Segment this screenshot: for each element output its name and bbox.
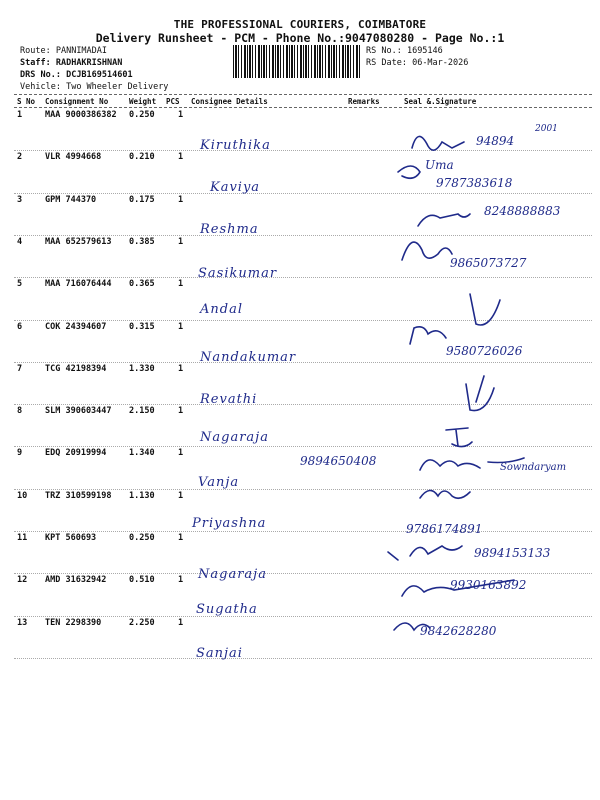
seal-phone-number: 9894153133 [474,546,551,560]
signature-5 [470,294,500,325]
cell-pcs: 1 [178,279,184,290]
seal-phone-number: 9865073727 [450,256,527,270]
staff-label: Staff: [20,58,51,68]
col-sno: S No [17,97,36,106]
cell-consignment: MAA 652579613 [45,236,112,247]
consignee-handwritten-name: Andal [200,302,243,317]
signature-9 [420,458,524,470]
cell-weight: 2.150 [129,406,155,417]
runsheet-subtitle: Delivery Runsheet - PCM - Phone No.:9047080280 - Page No.:1 [95,31,505,45]
cell-pcs: 1 [178,575,184,586]
cell-weight: 1.340 [129,448,155,459]
signature-6 [410,327,446,344]
cell-sno: 4 [17,236,23,247]
cell-weight: 1.130 [129,490,155,501]
signature-1 [412,136,464,150]
drs-label: DRS No.: [20,70,61,80]
col-consignee: Consignee Details [191,97,268,106]
consignee-handwritten-name: Nandakumar [200,350,297,365]
cell-weight: 1.330 [129,363,155,374]
cell-consignment: TRZ 310599198 [45,490,112,501]
cell-consignment: MAA 9000386382 [45,110,117,120]
cell-consignment: KPT 560693 [45,533,97,543]
row1-year-note: 2001 [535,124,558,134]
consignee-handwritten-name: Priyashna [192,516,267,531]
signature-7 [466,376,494,411]
seal-phone-number: 9786174891 [406,522,483,536]
consignee-handwritten-name: Kiruthika [200,138,271,153]
cell-consignment: COK 24394607 [45,321,107,332]
cell-sno: 12 [17,575,28,586]
col-weight: Weight [129,97,157,106]
cell-weight: 0.250 [129,110,155,120]
col-seal-signature: Seal &.Signature [404,97,477,106]
consignee-handwritten-name: Revathi [200,392,258,407]
cell-consignment: TCG 42198394 [45,363,107,374]
cell-pcs: 1 [178,448,184,459]
seal-phone-number: 9842628280 [420,624,497,638]
cell-consignment: SLM 390603447 [45,406,112,417]
cell-consignment: VLR 4994668 [45,152,102,163]
company-name: THE PROFESSIONAL COURIERS, COIMBATORE [173,18,427,31]
row9-name-note: Sowndaryam [500,462,567,473]
cell-sno: 11 [17,533,28,543]
signature-11 [388,546,462,560]
cell-pcs: 1 [178,533,184,543]
cell-weight: 0.175 [129,194,155,205]
seal-phone-number: 94894 [476,134,515,148]
cell-pcs: 1 [178,321,184,332]
signature-2 [398,166,420,178]
cell-sno: 8 [17,406,23,417]
seal-phone-number: 9580726026 [446,344,523,358]
cell-pcs: 1 [178,617,184,628]
cell-pcs: 1 [178,110,184,120]
consignee-handwritten-name: Nagaraja [200,430,269,445]
cell-weight: 0.210 [129,152,155,163]
route-label: Route: [20,46,51,56]
cell-consignment: EDQ 20919994 [45,448,107,459]
cell-sno: 6 [17,321,23,332]
cell-sno: 9 [17,448,23,459]
consignee-handwritten-name: Sasikumar [198,266,278,281]
row2-name-note: Uma [425,158,454,172]
rs-no-value: 1695146 [406,46,443,56]
signature-10 [420,490,470,498]
signature-13 [394,623,430,630]
cell-consignment: MAA 716076444 [45,279,112,290]
cell-weight: 0.510 [129,575,155,586]
rs-no-label: RS No.: [366,46,402,56]
consignee-handwritten-name: Kaviya [210,180,261,195]
cell-sno: 1 [17,110,23,120]
cell-pcs: 1 [178,406,184,417]
cell-consignment: TEN 2298390 [45,617,102,628]
cell-sno: 3 [17,194,23,205]
seal-phone-number: 9787383618 [436,176,513,190]
cell-weight: 0.385 [129,236,155,247]
col-remarks: Remarks [348,97,380,106]
signature-12 [402,580,514,596]
cell-consignment: AMD 31632942 [45,575,107,586]
cell-weight: 0.365 [129,279,155,290]
drs-value: DCJB169514601 [66,70,133,80]
cell-sno: 5 [17,279,23,290]
cell-pcs: 1 [178,194,184,205]
staff-value: RADHAKRISHNAN [55,58,123,68]
consignee-handwritten-name: Reshma [200,222,259,237]
cell-sno: 10 [17,490,28,501]
signature-8 [446,428,472,447]
cell-pcs: 1 [178,490,184,501]
cell-sno: 13 [17,617,28,628]
signature-3 [418,214,470,226]
col-consignment: Consignment No [45,97,109,106]
col-pcs: PCS [166,97,180,106]
signature-4 [402,242,452,260]
consignee-handwritten-name: Sugatha [196,602,258,617]
cell-pcs: 1 [178,152,184,163]
rs-date-label: RS Date: [366,58,407,68]
seal-phone-number: 9930163892 [450,578,527,592]
cell-sno: 7 [17,363,23,374]
cell-pcs: 1 [178,236,184,247]
seal-phone-number: 8248888883 [484,204,561,218]
consignee-handwritten-name: Vanja [198,475,240,490]
cell-consignment: GPM 744370 [45,194,97,205]
rs-date-value: 06-Mar-2026 [412,58,469,68]
route-value: PANNIMADAI [55,46,108,56]
consignee-handwritten-name: Nagaraja [198,567,267,582]
cell-pcs: 1 [178,363,184,374]
vehicle-label: Vehicle: [20,82,61,92]
vehicle-value: Two Wheeler Delivery [66,82,169,92]
cell-sno: 2 [17,152,23,163]
consignee-handwritten-name: Sanjai [196,646,243,661]
seal-phone-number: 9894650408 [300,454,377,468]
cell-weight: 0.315 [129,321,155,332]
cell-weight: 2.250 [129,617,155,628]
cell-weight: 0.250 [129,533,155,543]
